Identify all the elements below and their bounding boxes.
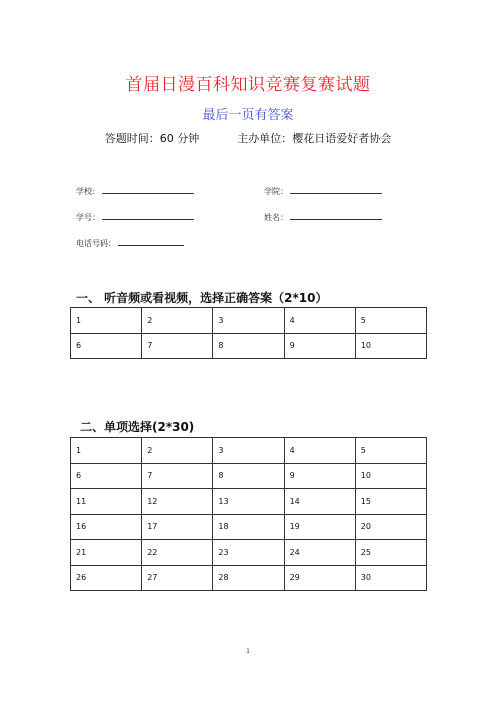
- answer-cell[interactable]: 5: [355, 308, 426, 334]
- time-label: 答题时间：60 分钟: [104, 132, 200, 145]
- name-field: [264, 211, 382, 223]
- table-row: [71, 463, 427, 489]
- section1-answer-table: [70, 307, 427, 359]
- answer-cell[interactable]: 6: [71, 333, 142, 359]
- school-field: [76, 185, 194, 197]
- answer-cell[interactable]: 21: [71, 540, 142, 566]
- answer-cell[interactable]: 11: [71, 489, 142, 515]
- answer-cell[interactable]: 29: [284, 565, 355, 591]
- answer-cell[interactable]: 19: [284, 514, 355, 540]
- answer-cell[interactable]: 28: [213, 565, 284, 591]
- table-row: [71, 438, 427, 464]
- section1-title: 一、 听音频或看视频，选择正确答案（2*10）: [76, 291, 328, 305]
- answer-cell[interactable]: 15: [355, 489, 426, 515]
- answer-cell[interactable]: 5: [355, 438, 426, 464]
- student-id-blank[interactable]: [102, 211, 194, 220]
- table-row: [71, 565, 427, 591]
- answer-cell[interactable]: 7: [142, 463, 213, 489]
- table-row: [71, 540, 427, 566]
- name-label: 姓名：: [264, 213, 288, 222]
- answer-cell[interactable]: 23: [213, 540, 284, 566]
- phone-label: 电话号码：: [76, 239, 116, 248]
- answer-cell[interactable]: 8: [213, 463, 284, 489]
- answer-cell[interactable]: 22: [142, 540, 213, 566]
- answer-cell[interactable]: 9: [284, 463, 355, 489]
- answer-cell[interactable]: 10: [355, 333, 426, 359]
- student-id-field: [76, 211, 194, 223]
- page-number: 1: [246, 648, 250, 655]
- phone-blank[interactable]: [118, 237, 184, 246]
- answer-cell[interactable]: 17: [142, 514, 213, 540]
- table-row: [71, 308, 427, 334]
- answer-cell[interactable]: 18: [213, 514, 284, 540]
- exam-title: 首届日漫百科知识竞赛复赛试题: [125, 75, 371, 95]
- answer-cell[interactable]: 25: [355, 540, 426, 566]
- name-blank[interactable]: [290, 211, 382, 220]
- answer-cell[interactable]: 2: [142, 308, 213, 334]
- exam-meta: [0, 130, 496, 146]
- answer-cell[interactable]: 24: [284, 540, 355, 566]
- organizer-label: 主办单位：樱花日语爱好者协会: [237, 132, 392, 145]
- answer-cell[interactable]: 8: [213, 333, 284, 359]
- answer-cell[interactable]: 13: [213, 489, 284, 515]
- answer-cell[interactable]: 1: [71, 308, 142, 334]
- answer-cell[interactable]: 10: [355, 463, 426, 489]
- answer-cell[interactable]: 4: [284, 438, 355, 464]
- answer-cell[interactable]: 26: [71, 565, 142, 591]
- department-field: [264, 185, 382, 197]
- table-row: [71, 489, 427, 515]
- section2-title: 二、单项选择(2*30): [80, 420, 195, 434]
- answer-cell[interactable]: 7: [142, 333, 213, 359]
- answer-cell[interactable]: 20: [355, 514, 426, 540]
- answer-note: 最后一页有答案: [202, 108, 294, 123]
- answer-cell[interactable]: 3: [213, 308, 284, 334]
- school-label: 学校：: [76, 187, 100, 196]
- answer-cell[interactable]: 4: [284, 308, 355, 334]
- department-label: 学院：: [264, 187, 288, 196]
- answer-cell[interactable]: 27: [142, 565, 213, 591]
- answer-cell[interactable]: 12: [142, 489, 213, 515]
- student-id-label: 学号：: [76, 213, 100, 222]
- school-blank[interactable]: [102, 185, 194, 194]
- section2-answer-table: [70, 437, 427, 591]
- answer-cell[interactable]: 9: [284, 333, 355, 359]
- answer-cell[interactable]: 3: [213, 438, 284, 464]
- answer-cell[interactable]: 6: [71, 463, 142, 489]
- table-row: [71, 514, 427, 540]
- department-blank[interactable]: [290, 185, 382, 194]
- answer-cell[interactable]: 30: [355, 565, 426, 591]
- answer-cell[interactable]: 1: [71, 438, 142, 464]
- phone-field: [76, 237, 184, 249]
- answer-cell[interactable]: 2: [142, 438, 213, 464]
- table-row: [71, 333, 427, 359]
- answer-cell[interactable]: 16: [71, 514, 142, 540]
- answer-cell[interactable]: 14: [284, 489, 355, 515]
